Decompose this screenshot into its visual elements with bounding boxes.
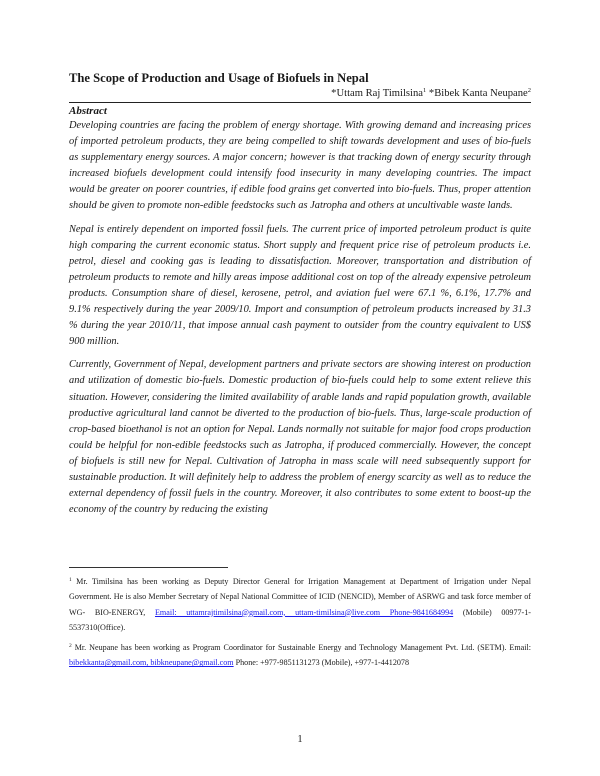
footnote-1-text: Mr. Timilsina has been working as Deputy Director General for Irrigation Management at Department of Irrigation under Nepal Government. He is also Member Secretary of Nepal National Committee of ICID (NENCID), Member of ASRWG and task force member of WG- BIO-ENERGY, (69, 577, 531, 617)
footnote-2-email-link[interactable]: bibekkanta@gmail.com, bibkneupane@gmail.com (69, 658, 234, 668)
page-number: 1 (297, 734, 303, 745)
footnote-2-mark: 2 (69, 643, 72, 649)
footnote-separator (69, 567, 228, 568)
title-rule (69, 102, 531, 103)
footnote-mark-1[interactable]: 1 (423, 87, 427, 94)
footnote-2-text: Mr. Neupane has been working as Program Coordinator for Sustainable Energy and Technology Management Pvt. Ltd. (SETM). Email: (71, 643, 531, 652)
footnote-1 (69, 574, 531, 635)
footnote-mark-2[interactable]: 2 (527, 87, 531, 94)
abstract-paragraph-3: Currently, Government of Nepal, development partners and private sectors are showing interest on production and utilization of domestic bio-fuels. Domestic production of bio-fuels could help to some extent relieve this situation. However, considering the limited availability of arable lands and rapid population growth, available productive agricultural land cannot be diverted to the production of bio-fuels. Thus, large-scale production of crop-based bioethanol is not an option for Nepal. Lands normally not suitable for major food crops production could be helpful for non-edible feedstocks such as Jatropha, if produced commercially. However, the concept of biofuels is still new for Nepal. Cultivation of Jatropha in mass scale will need subsequently support for sustainable production. It will definitely help to address the problem of energy scarcity as well as to reduce the external dependency of fossil fuels in the country. Moreover, it also contributes to some extent to boost-up the economy of the country by reducing the existing (69, 359, 531, 516)
author-timilsina: *Uttam Raj Timilsina (331, 88, 423, 99)
footnote-1-email-link[interactable]: Email: uttamrajtimilsina@gmail.com, uttam-timilsina@live.com Phone-9841684994 (154, 607, 454, 617)
author-neupane: *Bibek Kanta Neupane (426, 88, 528, 99)
footnote-1-mark: 1 (69, 577, 72, 583)
abstract-paragraph-2: Nepal is entirely dependent on imported fossil fuels. The current price of imported petroleum product is quite high comparing the current economic status. Short supply and frequent price rise of petroleum products i.e. petrol, diesel and cooking gas is leading to dissatisfaction. Moreover, transportation and distribution of petroleum products to remote and hilly areas impose additional cost on top of the already expensive petroleum products. Consumption share of diesel, kerosene, petrol, and aviation fuel were 67.1 %, 6.1%, 17.7% and 9.1% respectively during the year 2009/10. Import and consumption of petroleum products increased by 31.3 % during the year 2010/11, that impose annual cash payment to outsider from the country equivalent to US$ 900 million. (69, 223, 531, 348)
document-page (69, 70, 531, 525)
abstract-paragraph-1: Developing countries are facing the problem of energy shortage. With growing demand and increasing prices of imported petroleum products, they are being compelled to shift towards development and uses of bio-fuels as supplementary energy sources. A major concern; however is that tracking down of energy security through increased biofuels development could intensify food insecurity in many developing countries. The impact would be greater on poorer countries, if edible food grains get converted into bio-fuels. Thus, proper attention should be given to promote non-edible feedstocks such as Jatropha and others at uncultivable waste lands. (69, 120, 531, 212)
footnote-2-tail: Phone: +977-9851131273 (Mobile), +977-1-4412078 (233, 658, 410, 668)
abstract-heading: Abstract (69, 105, 107, 117)
author-line (69, 87, 531, 100)
footnote-1-tail: (Mobile) 00977-1-5537310(Office). (69, 607, 531, 632)
footnote-2 (69, 640, 531, 671)
paper-title: The Scope of Production and Usage of Biofuels in Nepal (69, 71, 369, 85)
